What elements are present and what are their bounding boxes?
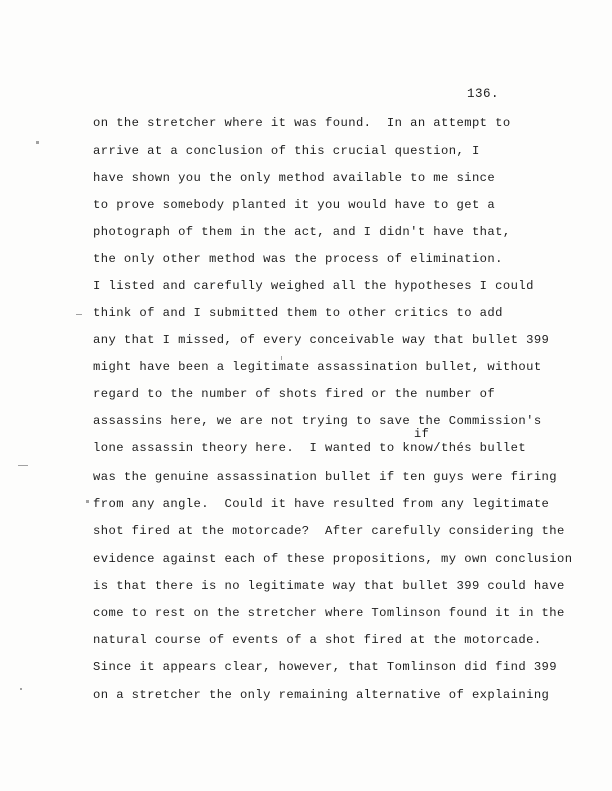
text-line: to prove somebody planted it you would have to get a (93, 198, 496, 212)
text-line: any that I missed, of every conceivable way that bullet 399 (93, 333, 550, 347)
text-line: come to rest on the stretcher where Tomlinson found it in the (93, 606, 565, 620)
text-line: assassins here, we are not trying to save the Commission's (93, 414, 542, 428)
text-line: lone assassin theory here. I wanted to know/thés bullet (93, 441, 527, 455)
text-line: regard to the number of shots fired or the number of (93, 387, 496, 401)
margin-speck (18, 465, 28, 466)
text-line: on the stretcher where it was found. In an attempt to (93, 116, 511, 130)
text-line: from any angle. Could it have resulted from any legitimate (93, 497, 550, 511)
text-line: Since it appears clear, however, that Tomlinson did find 399 (93, 660, 558, 674)
margin-speck (86, 500, 89, 503)
text-line: was the genuine assassination bullet if ten guys were firing (93, 470, 558, 484)
margin-speck (281, 356, 282, 360)
text-line: evidence against each of these propositions, my own conclusion (93, 552, 573, 566)
text-line: is that there is no legitimate way that bullet 399 could have (93, 579, 565, 593)
margin-speck (36, 141, 39, 144)
page-number: 136. (467, 87, 500, 101)
text-line: on a stretcher the only remaining alternative of explaining (93, 688, 550, 702)
text-line: I listed and carefully weighed all the hypotheses I could (93, 279, 534, 293)
text-line: think of and I submitted them to other critics to add (93, 306, 503, 320)
text-line: natural course of events of a shot fired at the motorcade. (93, 633, 542, 647)
text-line: shot fired at the motorcade? After carefully considering the (93, 524, 565, 538)
text-line: photograph of them in the act, and I didn't have that, (93, 225, 511, 239)
text-line: have shown you the only method available to me since (93, 171, 496, 185)
margin-speck (20, 688, 22, 690)
interlinear-insert: if (414, 427, 430, 441)
text-line: arrive at a conclusion of this crucial question, I (93, 144, 480, 158)
text-line: might have been a legitimate assassination bullet, without (93, 360, 542, 374)
margin-speck (76, 314, 82, 315)
text-line: the only other method was the process of elimination. (93, 252, 503, 266)
